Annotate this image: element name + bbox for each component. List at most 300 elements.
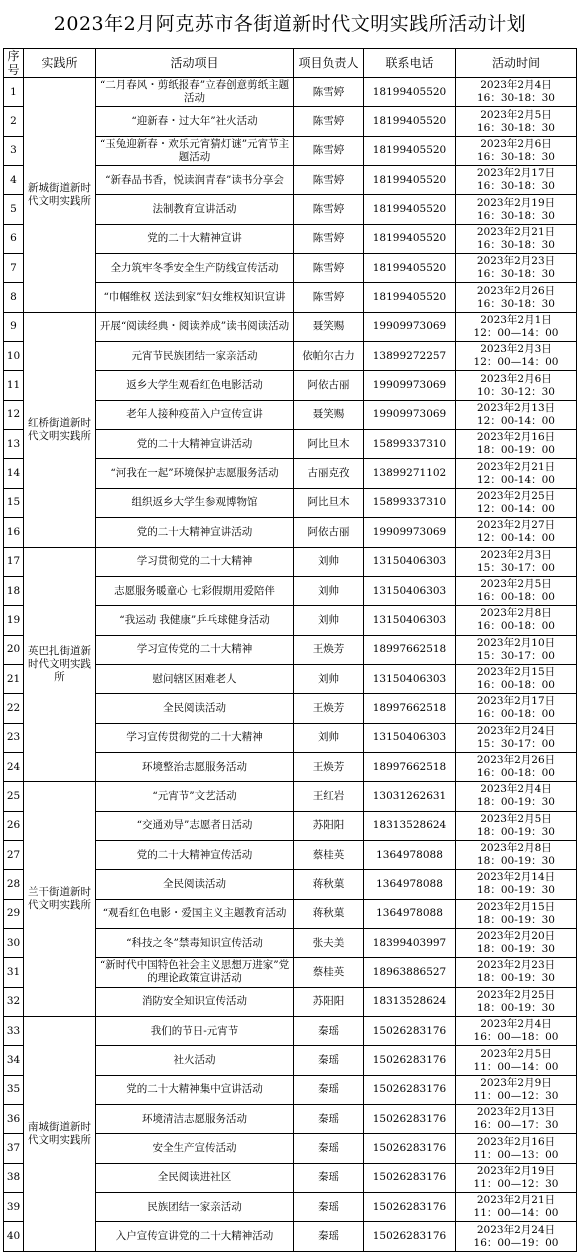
activity-name: 组织返乡大学生参观博物馆 bbox=[96, 488, 294, 517]
activity-name: 全力筑牢冬季安全生产防线宣传活动 bbox=[96, 254, 294, 283]
activity-hours: 11：00—14：00 bbox=[473, 1207, 559, 1220]
activity-date: 2023年2月3日 bbox=[480, 548, 552, 561]
person-in-charge: 陈雪婷 bbox=[294, 195, 364, 224]
header-person: 项目负责人 bbox=[294, 49, 364, 78]
activity-time bbox=[456, 400, 577, 429]
activity-hours: 12：00-14：00 bbox=[477, 473, 555, 486]
row-index: 7 bbox=[4, 254, 24, 283]
person-in-charge: 陈雪婷 bbox=[294, 136, 364, 165]
activity-plan-table bbox=[3, 48, 577, 1252]
activity-date: 2023年2月3日 bbox=[480, 343, 552, 356]
person-in-charge: 苏阳阳 bbox=[294, 987, 364, 1016]
activity-time bbox=[456, 224, 577, 253]
contact-phone: 18313528624 bbox=[364, 811, 456, 840]
activity-name: “观看红色电影・爱国主义主题教育活动 bbox=[96, 899, 294, 928]
person-in-charge: 王焕芳 bbox=[294, 752, 364, 781]
row-index: 10 bbox=[4, 342, 24, 371]
activity-time bbox=[456, 547, 577, 576]
activity-date: 2023年2月17日 bbox=[476, 167, 556, 180]
activity-date: 2023年2月6日 bbox=[480, 372, 552, 385]
activity-name: 安全生产宣传活动 bbox=[96, 1134, 294, 1163]
station-name: 南城街道新时代文明实践所 bbox=[24, 1017, 96, 1252]
station-name: 红桥街道新时代文明实践所 bbox=[24, 312, 96, 547]
person-in-charge: 秦瑶 bbox=[294, 1046, 364, 1075]
row-index: 5 bbox=[4, 195, 24, 224]
activity-time bbox=[456, 283, 577, 312]
person-in-charge: 陈雪婷 bbox=[294, 224, 364, 253]
activity-date: 2023年2月13日 bbox=[476, 1106, 556, 1119]
table-header-row bbox=[4, 49, 577, 78]
header-activity: 活动项目 bbox=[96, 49, 294, 78]
activity-name: 环境清洁志愿服务活动 bbox=[96, 1105, 294, 1134]
activity-date: 2023年2月26日 bbox=[476, 754, 556, 767]
activity-time bbox=[456, 899, 577, 928]
activity-time bbox=[456, 1075, 577, 1104]
row-index: 30 bbox=[4, 928, 24, 957]
person-in-charge: 依帕尔古力 bbox=[294, 342, 364, 371]
activity-time bbox=[456, 606, 577, 635]
activity-date: 2023年2月1日 bbox=[480, 313, 552, 326]
table-row bbox=[4, 547, 577, 576]
activity-hours: 18：00-19：00 bbox=[477, 444, 555, 457]
row-index: 25 bbox=[4, 782, 24, 811]
activity-time bbox=[456, 1017, 577, 1046]
person-in-charge: 陈雪婷 bbox=[294, 283, 364, 312]
contact-phone: 18199405520 bbox=[364, 254, 456, 283]
contact-phone: 19909973069 bbox=[364, 518, 456, 547]
activity-hours: 16：30-18：30 bbox=[477, 150, 555, 163]
row-index: 19 bbox=[4, 606, 24, 635]
activity-name: 学习宣传党的二十大精神 bbox=[96, 635, 294, 664]
activity-name: 环境整治志愿服务活动 bbox=[96, 752, 294, 781]
activity-date: 2023年2月10日 bbox=[476, 636, 556, 649]
row-index: 15 bbox=[4, 488, 24, 517]
contact-phone: 15026283176 bbox=[364, 1046, 456, 1075]
person-in-charge: 王红岩 bbox=[294, 782, 364, 811]
activity-time bbox=[456, 518, 577, 547]
activity-date: 2023年2月27日 bbox=[476, 519, 556, 532]
row-index: 26 bbox=[4, 811, 24, 840]
person-in-charge: 刘帅 bbox=[294, 606, 364, 635]
activity-hours: 18：00-19：30 bbox=[477, 855, 555, 868]
activity-date: 2023年2月9日 bbox=[480, 1076, 552, 1089]
contact-phone: 15026283176 bbox=[364, 1075, 456, 1104]
activity-name: 返乡大学生观看红色电影活动 bbox=[96, 371, 294, 400]
contact-phone: 15026283176 bbox=[364, 1222, 456, 1251]
person-in-charge: 阿依古丽 bbox=[294, 371, 364, 400]
activity-time bbox=[456, 664, 577, 693]
activity-hours: 18：00-19：30 bbox=[477, 1001, 555, 1014]
activity-time bbox=[456, 635, 577, 664]
contact-phone: 18997662518 bbox=[364, 694, 456, 723]
activity-hours: 11：00—13：00 bbox=[473, 1148, 559, 1161]
activity-time bbox=[456, 723, 577, 752]
person-in-charge: 秦瑶 bbox=[294, 1017, 364, 1046]
activity-hours: 15：30-17：00 bbox=[477, 737, 555, 750]
contact-phone: 18199405520 bbox=[364, 224, 456, 253]
activity-time bbox=[456, 987, 577, 1016]
row-index: 9 bbox=[4, 312, 24, 341]
activity-date: 2023年2月5日 bbox=[480, 108, 552, 121]
person-in-charge: 刘帅 bbox=[294, 576, 364, 605]
person-in-charge: 聂笑赐 bbox=[294, 400, 364, 429]
activity-time bbox=[456, 1193, 577, 1222]
contact-phone: 15026283176 bbox=[364, 1193, 456, 1222]
contact-phone: 1364978088 bbox=[364, 870, 456, 899]
activity-time bbox=[456, 1046, 577, 1075]
contact-phone: 19909973069 bbox=[364, 371, 456, 400]
activity-name: “二月春风・剪纸报春”立春创意剪纸主题活动 bbox=[96, 78, 294, 107]
person-in-charge: 秦瑶 bbox=[294, 1222, 364, 1251]
activity-hours: 15：30-17：00 bbox=[477, 649, 555, 662]
activity-hours: 18：00-19：30 bbox=[477, 796, 555, 809]
person-in-charge: 古丽克孜 bbox=[294, 459, 364, 488]
activity-hours: 16：00-18：00 bbox=[477, 679, 555, 692]
activity-name: “新春品书香，悦读润青春”读书分享会 bbox=[96, 166, 294, 195]
activity-name: 消防安全知识宣传活动 bbox=[96, 987, 294, 1016]
row-index: 36 bbox=[4, 1105, 24, 1134]
activity-hours: 11：00—14：00 bbox=[473, 1060, 559, 1073]
activity-hours: 12：00-14：00 bbox=[477, 532, 555, 545]
person-in-charge: 蒋秋菓 bbox=[294, 870, 364, 899]
activity-date: 2023年2月23日 bbox=[476, 959, 556, 972]
row-index: 8 bbox=[4, 283, 24, 312]
activity-name: “元宵节”文艺活动 bbox=[96, 782, 294, 811]
contact-phone: 15899337310 bbox=[364, 430, 456, 459]
activity-hours: 16：30-18：30 bbox=[477, 121, 555, 134]
activity-date: 2023年2月8日 bbox=[480, 607, 552, 620]
activity-date: 2023年2月20日 bbox=[476, 930, 556, 943]
activity-name: 法制教育宣讲活动 bbox=[96, 195, 294, 224]
activity-hours: 16：30-18：30 bbox=[477, 238, 555, 251]
activity-name: 老年人接种疫苗入户宣传宣讲 bbox=[96, 400, 294, 429]
contact-phone: 13150406303 bbox=[364, 606, 456, 635]
contact-phone: 15026283176 bbox=[364, 1134, 456, 1163]
activity-hours: 10：30-12：30 bbox=[477, 385, 555, 398]
person-in-charge: 刘帅 bbox=[294, 664, 364, 693]
activity-hours: 16：30-18：30 bbox=[477, 297, 555, 310]
activity-date: 2023年2月4日 bbox=[480, 1018, 552, 1031]
activity-date: 2023年2月24日 bbox=[476, 1223, 556, 1236]
activity-date: 2023年2月25日 bbox=[476, 988, 556, 1001]
row-index: 12 bbox=[4, 400, 24, 429]
activity-hours: 12：00—14：00 bbox=[473, 356, 559, 369]
person-in-charge: 苏阳阳 bbox=[294, 811, 364, 840]
activity-time bbox=[456, 312, 577, 341]
activity-name: “玉兔迎新春・欢乐元宵猜灯谜”元宵节主题活动 bbox=[96, 136, 294, 165]
person-in-charge: 王焕芳 bbox=[294, 694, 364, 723]
table-body bbox=[4, 78, 577, 1252]
contact-phone: 18199405520 bbox=[364, 136, 456, 165]
activity-hours: 16：00-18：00 bbox=[477, 620, 555, 633]
contact-phone: 13150406303 bbox=[364, 547, 456, 576]
row-index: 1 bbox=[4, 78, 24, 107]
header-time: 活动时间 bbox=[456, 49, 577, 78]
contact-phone: 18199405520 bbox=[364, 195, 456, 224]
person-in-charge: 陈雪婷 bbox=[294, 107, 364, 136]
row-index: 14 bbox=[4, 459, 24, 488]
contact-phone: 15026283176 bbox=[364, 1105, 456, 1134]
contact-phone: 13899271102 bbox=[364, 459, 456, 488]
activity-hours: 16：00—17：30 bbox=[473, 1119, 559, 1132]
header-station: 实践所 bbox=[24, 49, 96, 78]
activity-time bbox=[456, 870, 577, 899]
activity-time bbox=[456, 1134, 577, 1163]
activity-time bbox=[456, 811, 577, 840]
row-index: 38 bbox=[4, 1163, 24, 1192]
activity-name: 元宵节民族团结一家亲活动 bbox=[96, 342, 294, 371]
row-index: 18 bbox=[4, 576, 24, 605]
contact-phone: 18963886527 bbox=[364, 958, 456, 987]
activity-name: “河我在一起”环境保护志愿服务活动 bbox=[96, 459, 294, 488]
row-index: 2 bbox=[4, 107, 24, 136]
activity-time bbox=[456, 1163, 577, 1192]
activity-date: 2023年2月19日 bbox=[476, 196, 556, 209]
activity-date: 2023年2月13日 bbox=[476, 401, 556, 414]
contact-phone: 13150406303 bbox=[364, 723, 456, 752]
table-row bbox=[4, 78, 577, 107]
person-in-charge: 阿比旦木 bbox=[294, 488, 364, 517]
activity-time bbox=[456, 430, 577, 459]
activity-time bbox=[456, 782, 577, 811]
row-index: 24 bbox=[4, 752, 24, 781]
activity-hours: 16：30-18：30 bbox=[477, 268, 555, 281]
activity-name: 全民阅读活动 bbox=[96, 870, 294, 899]
activity-date: 2023年2月15日 bbox=[476, 666, 556, 679]
activity-name: 入户宣传宣讲党的二十大精神活动 bbox=[96, 1222, 294, 1251]
activity-date: 2023年2月5日 bbox=[480, 578, 552, 591]
person-in-charge: 阿比旦木 bbox=[294, 430, 364, 459]
person-in-charge: 陈雪婷 bbox=[294, 78, 364, 107]
activity-hours: 16：00—18：00 bbox=[473, 1031, 559, 1044]
contact-phone: 18399403997 bbox=[364, 928, 456, 957]
contact-phone: 13899272257 bbox=[364, 342, 456, 371]
contact-phone: 18199405520 bbox=[364, 166, 456, 195]
activity-name: 开展“阅读经典・阅读养成”读书阅读活动 bbox=[96, 312, 294, 341]
activity-name: 全民阅读活动 bbox=[96, 694, 294, 723]
row-index: 29 bbox=[4, 899, 24, 928]
activity-hours: 16：00—19：00 bbox=[473, 1236, 559, 1249]
contact-phone: 19909973069 bbox=[364, 312, 456, 341]
person-in-charge: 秦瑶 bbox=[294, 1075, 364, 1104]
activity-name: 全民阅读进社区 bbox=[96, 1163, 294, 1192]
activity-hours: 18：00-19：30 bbox=[477, 884, 555, 897]
activity-hours: 15：30-17：00 bbox=[477, 561, 555, 574]
contact-phone: 18199405520 bbox=[364, 283, 456, 312]
header-phone: 联系电话 bbox=[364, 49, 456, 78]
activity-date: 2023年2月23日 bbox=[476, 255, 556, 268]
activity-date: 2023年2月16日 bbox=[476, 1135, 556, 1148]
activity-hours: 12：00-14：00 bbox=[477, 502, 555, 515]
row-index: 17 bbox=[4, 547, 24, 576]
contact-phone: 18997662518 bbox=[364, 635, 456, 664]
person-in-charge: 秦瑶 bbox=[294, 1163, 364, 1192]
person-in-charge: 蔡桂英 bbox=[294, 840, 364, 869]
activity-date: 2023年2月16日 bbox=[476, 431, 556, 444]
row-index: 39 bbox=[4, 1193, 24, 1222]
activity-name: “科技之冬”禁毒知识宣传活动 bbox=[96, 928, 294, 957]
activity-name: 学习宣传贯彻党的二十大精神 bbox=[96, 723, 294, 752]
row-index: 33 bbox=[4, 1017, 24, 1046]
activity-name: 社火活动 bbox=[96, 1046, 294, 1075]
activity-name: 党的二十大精神宣讲活动 bbox=[96, 430, 294, 459]
contact-phone: 18313528624 bbox=[364, 987, 456, 1016]
table-row bbox=[4, 1017, 577, 1046]
activity-hours: 18：00-19：30 bbox=[477, 943, 555, 956]
row-index: 6 bbox=[4, 224, 24, 253]
activity-time bbox=[456, 752, 577, 781]
header-index: 序号 bbox=[4, 49, 24, 78]
activity-name: 我们的节日-元宵节 bbox=[96, 1017, 294, 1046]
activity-name: “交通劝导”志愿者日活动 bbox=[96, 811, 294, 840]
activity-time bbox=[456, 576, 577, 605]
contact-phone: 15026283176 bbox=[364, 1163, 456, 1192]
row-index: 40 bbox=[4, 1222, 24, 1251]
row-index: 22 bbox=[4, 694, 24, 723]
activity-date: 2023年2月5日 bbox=[480, 812, 552, 825]
document-title: 2023年2月阿克苏市各街道新时代文明实践所活动计划 bbox=[53, 13, 527, 35]
contact-phone: 13150406303 bbox=[364, 664, 456, 693]
person-in-charge: 蔡桂英 bbox=[294, 958, 364, 987]
activity-date: 2023年2月14日 bbox=[476, 871, 556, 884]
activity-date: 2023年2月4日 bbox=[480, 783, 552, 796]
activity-time bbox=[456, 459, 577, 488]
station-name: 兰干街道新时代文明实践所 bbox=[24, 782, 96, 1017]
row-index: 28 bbox=[4, 870, 24, 899]
person-in-charge: 刘帅 bbox=[294, 547, 364, 576]
activity-date: 2023年2月15日 bbox=[476, 900, 556, 913]
activity-hours: 18：00-19：30 bbox=[477, 972, 555, 985]
activity-hours: 18：00-19：30 bbox=[477, 825, 555, 838]
activity-name: 志愿服务暖童心 七彩假期用爱陪伴 bbox=[96, 576, 294, 605]
row-index: 20 bbox=[4, 635, 24, 664]
person-in-charge: 陈雪婷 bbox=[294, 166, 364, 195]
row-index: 11 bbox=[4, 371, 24, 400]
activity-date: 2023年2月21日 bbox=[476, 1194, 556, 1207]
activity-time bbox=[456, 958, 577, 987]
row-index: 16 bbox=[4, 518, 24, 547]
activity-hours: 18：00-19：30 bbox=[477, 913, 555, 926]
row-index: 27 bbox=[4, 840, 24, 869]
activity-time bbox=[456, 488, 577, 517]
activity-time bbox=[456, 254, 577, 283]
contact-phone: 13150406303 bbox=[364, 576, 456, 605]
activity-hours: 16：30-18：30 bbox=[477, 209, 555, 222]
contact-phone: 13031262631 bbox=[364, 782, 456, 811]
activity-time bbox=[456, 166, 577, 195]
activity-date: 2023年2月8日 bbox=[480, 842, 552, 855]
activity-hours: 12：00—14：00 bbox=[473, 326, 559, 339]
person-in-charge: 陈雪婷 bbox=[294, 254, 364, 283]
activity-time bbox=[456, 195, 577, 224]
table-row bbox=[4, 782, 577, 811]
row-index: 34 bbox=[4, 1046, 24, 1075]
activity-name: “我运动 我健康”乒乓球健身活动 bbox=[96, 606, 294, 635]
activity-name: 民族团结一家亲活动 bbox=[96, 1193, 294, 1222]
station-name: 新城街道新时代文明实践所 bbox=[24, 78, 96, 313]
activity-time bbox=[456, 78, 577, 107]
activity-name: 慰问辖区困难老人 bbox=[96, 664, 294, 693]
row-index: 31 bbox=[4, 958, 24, 987]
contact-phone: 19909973069 bbox=[364, 400, 456, 429]
activity-name: 党的二十大精神宣讲活动 bbox=[96, 518, 294, 547]
row-index: 37 bbox=[4, 1134, 24, 1163]
activity-name: “巾帼维权 送法到家”妇女维权知识宣讲 bbox=[96, 283, 294, 312]
activity-hours: 16：30-18：30 bbox=[477, 180, 555, 193]
row-index: 21 bbox=[4, 664, 24, 693]
activity-name: “迎新春・过大年”社火活动 bbox=[96, 107, 294, 136]
person-in-charge: 张夫美 bbox=[294, 928, 364, 957]
activity-name: 党的二十大精神宣讲 bbox=[96, 224, 294, 253]
activity-hours: 16：30-18：30 bbox=[477, 92, 555, 105]
activity-date: 2023年2月6日 bbox=[480, 137, 552, 150]
activity-time bbox=[456, 694, 577, 723]
row-index: 35 bbox=[4, 1075, 24, 1104]
row-index: 4 bbox=[4, 166, 24, 195]
activity-hours: 16：00-18：00 bbox=[477, 767, 555, 780]
row-index: 3 bbox=[4, 136, 24, 165]
activity-hours: 12：00-14：00 bbox=[477, 414, 555, 427]
person-in-charge: 蒋秋菓 bbox=[294, 899, 364, 928]
person-in-charge: 刘帅 bbox=[294, 723, 364, 752]
activity-date: 2023年2月4日 bbox=[480, 79, 552, 92]
row-index: 32 bbox=[4, 987, 24, 1016]
activity-name: 党的二十大精神宣传活动 bbox=[96, 840, 294, 869]
activity-time bbox=[456, 107, 577, 136]
person-in-charge: 秦瑶 bbox=[294, 1134, 364, 1163]
row-index: 23 bbox=[4, 723, 24, 752]
table-row bbox=[4, 312, 577, 341]
activity-date: 2023年2月5日 bbox=[480, 1047, 552, 1060]
activity-hours: 16：00-18：00 bbox=[477, 708, 555, 721]
activity-hours: 16：00-18：00 bbox=[477, 591, 555, 604]
contact-phone: 18199405520 bbox=[364, 78, 456, 107]
person-in-charge: 秦瑶 bbox=[294, 1193, 364, 1222]
contact-phone: 15026283176 bbox=[364, 1017, 456, 1046]
activity-name: 党的二十大精神集中宣讲活动 bbox=[96, 1075, 294, 1104]
activity-name: 学习贯彻党的二十大精神 bbox=[96, 547, 294, 576]
activity-date: 2023年2月19日 bbox=[476, 1164, 556, 1177]
activity-time bbox=[456, 1105, 577, 1134]
activity-date: 2023年2月21日 bbox=[476, 225, 556, 238]
activity-time bbox=[456, 342, 577, 371]
contact-phone: 18997662518 bbox=[364, 752, 456, 781]
activity-name: “新时代中国特色社会主义思想万进家”党的理论政策宣讲活动 bbox=[96, 958, 294, 987]
contact-phone: 18199405520 bbox=[364, 107, 456, 136]
activity-time bbox=[456, 136, 577, 165]
activity-hours: 11：00—12：30 bbox=[473, 1177, 559, 1190]
contact-phone: 15899337310 bbox=[364, 488, 456, 517]
activity-date: 2023年2月24日 bbox=[476, 724, 556, 737]
activity-date: 2023年2月21日 bbox=[476, 460, 556, 473]
person-in-charge: 阿依古丽 bbox=[294, 518, 364, 547]
contact-phone: 1364978088 bbox=[364, 899, 456, 928]
person-in-charge: 王焕芳 bbox=[294, 635, 364, 664]
activity-time bbox=[456, 1222, 577, 1251]
contact-phone: 1364978088 bbox=[364, 840, 456, 869]
activity-time bbox=[456, 928, 577, 957]
activity-date: 2023年2月25日 bbox=[476, 489, 556, 502]
row-index: 13 bbox=[4, 430, 24, 459]
activity-date: 2023年2月17日 bbox=[476, 695, 556, 708]
activity-date: 2023年2月26日 bbox=[476, 284, 556, 297]
activity-time bbox=[456, 840, 577, 869]
activity-time bbox=[456, 371, 577, 400]
person-in-charge: 聂笑赐 bbox=[294, 312, 364, 341]
person-in-charge: 秦瑶 bbox=[294, 1105, 364, 1134]
station-name: 英巴扎街道新时代文明实践所 bbox=[24, 547, 96, 782]
activity-hours: 11：00—12：30 bbox=[473, 1089, 559, 1102]
